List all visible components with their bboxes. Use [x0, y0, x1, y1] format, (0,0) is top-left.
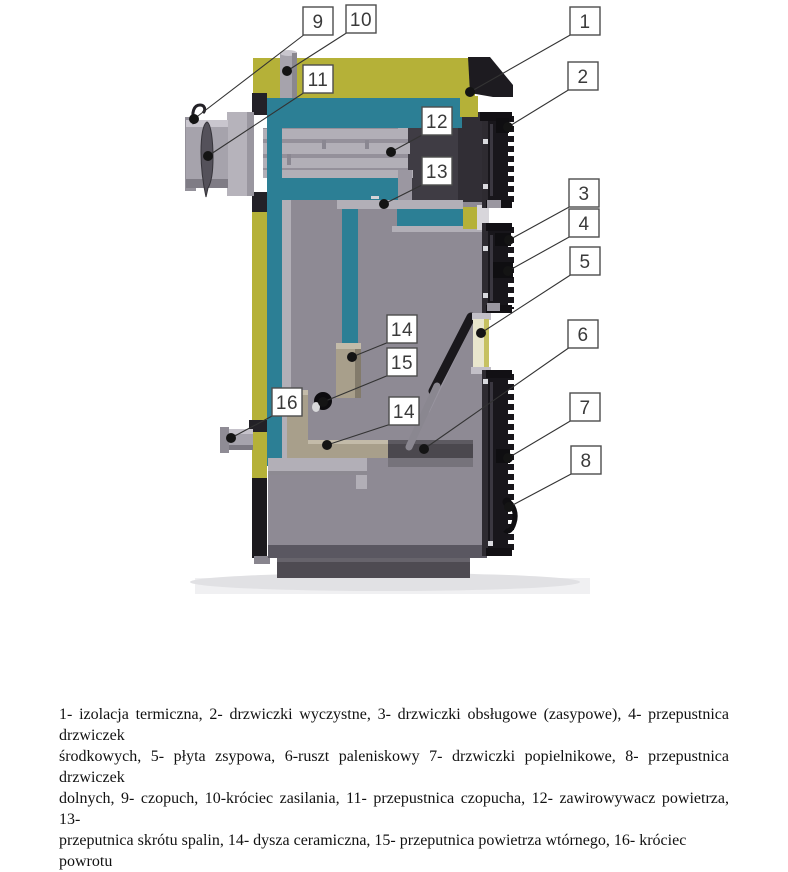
callout-dot — [379, 199, 389, 209]
callout-dot — [419, 444, 429, 454]
callout-number: 7 — [579, 398, 591, 419]
callout-number: 2 — [577, 67, 589, 88]
callout-number: 4 — [578, 214, 590, 235]
callout-dot — [503, 453, 513, 463]
leader-line — [509, 206, 571, 240]
left-insulation-strip — [252, 212, 267, 480]
chute-plate — [471, 313, 491, 374]
legend-line-2: środkowych, 5- płyta zsypowa, 6-ruszt paleniskowy 7- drzwiczki popielnikowe, 8- przepustnica drzwiczek — [59, 748, 729, 786]
callout-dot — [504, 502, 514, 512]
callout-dot — [465, 87, 475, 97]
leader-line — [508, 89, 570, 127]
callout-8 — [504, 446, 601, 512]
ash-chamber — [268, 188, 487, 558]
callout-number: 9 — [312, 12, 324, 33]
callout-dot — [347, 352, 357, 362]
callout-dot — [189, 114, 199, 124]
ash-door — [482, 370, 515, 556]
legend — [59, 704, 729, 872]
callout-number: 15 — [390, 353, 414, 374]
callout-dot — [203, 151, 213, 161]
callout-dot — [282, 66, 292, 76]
callout-number: 14 — [390, 320, 414, 341]
callout-dot — [386, 147, 396, 157]
legend-line-4: przeputnica skrótu spalin, 14- dysza ceramiczna, 15- przeputnica powietrza wtórnego, 16- króciec powrotu — [59, 832, 687, 870]
callout-number: 11 — [307, 70, 329, 91]
leader-line — [508, 236, 571, 271]
boiler-body — [220, 50, 513, 578]
callout-number: 10 — [349, 10, 373, 31]
callout-dot — [503, 122, 513, 132]
legend-line-1: 1- izolacja termiczna, 2- drzwiczki wyczystne, 3- drzwiczki obsługowe (zasypowe), 4- przepustnica drzwiczek — [59, 706, 729, 744]
callout-2 — [503, 62, 598, 132]
divider-water-panel — [342, 209, 358, 343]
callout-number: 5 — [579, 252, 591, 273]
legend-line-3: dolnych, 9- czopuch, 10-króciec zasilania, 11- przepustnica czopucha, 12- zawirowywacz powietrza, 13- — [59, 790, 729, 828]
callout-dot — [318, 397, 328, 407]
callout-dot — [476, 328, 486, 338]
callout-number: 3 — [578, 184, 590, 205]
leader-line — [509, 473, 573, 507]
callout-number: 14 — [392, 402, 416, 423]
callout-number: 8 — [580, 451, 592, 472]
callout-number: 1 — [579, 12, 591, 33]
callout-dot — [322, 440, 332, 450]
callout-dot — [504, 235, 514, 245]
callout-dot — [226, 433, 236, 443]
leader-line — [508, 420, 572, 458]
callout-number: 6 — [577, 325, 589, 346]
callout-dot — [503, 266, 513, 276]
callout-number: 16 — [275, 393, 299, 414]
ceramic-nozzle — [336, 343, 361, 398]
callout-number: 12 — [425, 112, 449, 133]
callout-number: 13 — [425, 162, 449, 183]
